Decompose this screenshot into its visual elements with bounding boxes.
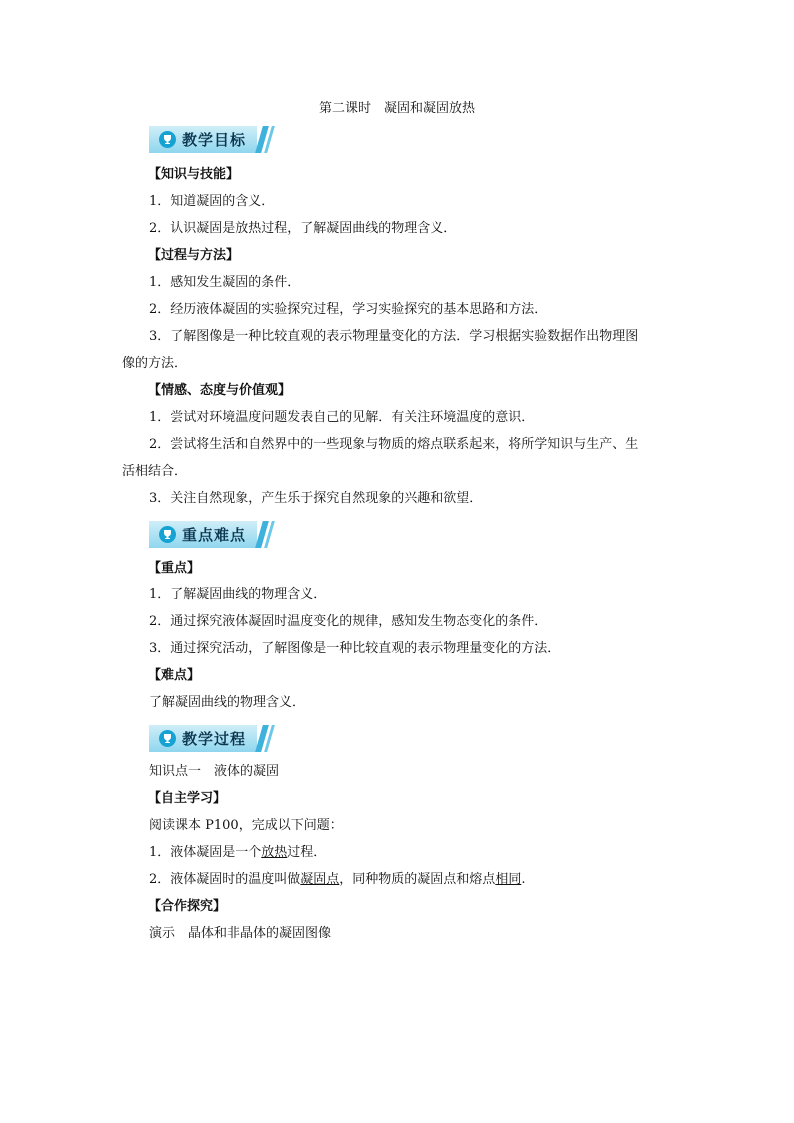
process-heading: 【过程与方法】 <box>148 248 240 263</box>
trophy-icon <box>159 730 176 747</box>
banner-title: 教学过程 <box>182 730 247 748</box>
list-item: 像的方法． <box>122 356 188 371</box>
trophy-icon <box>159 131 176 148</box>
focus-heading: 【重点】 <box>148 561 201 576</box>
emotion-heading: 【情感、态度与价值观】 <box>148 383 292 398</box>
list-item: 1．感知发生凝固的条件． <box>149 275 301 290</box>
reading-instruction: 阅读课本 P100，完成以下问题： <box>149 818 343 833</box>
q2-middle: ，同种物质的凝固点和熔点 <box>339 872 496 887</box>
question-1 <box>149 844 326 862</box>
demo-title: 演示 晶体和非晶体的凝固图像 <box>149 926 332 941</box>
q2-prefix: 2．液体凝固时的温度叫做 <box>149 872 301 887</box>
list-item: 1．了解凝固曲线的物理含义． <box>149 587 327 602</box>
q2-answer-2: 相同 <box>495 872 522 887</box>
list-item: 2．经历液体凝固的实验探究过程，学习实验探究的基本思路和方法． <box>149 302 548 317</box>
page-title: 第二课时 凝固和凝固放热 <box>318 101 475 116</box>
q1-prefix: 1．液体凝固是一个 <box>149 845 262 860</box>
list-item: 2．认识凝固是放热过程，了解凝固曲线的物理含义． <box>149 221 457 236</box>
list-item: 3．了解图像是一种比较直观的表示物理量变化的方法．学习根据实验数据作出物理图 <box>149 329 639 344</box>
coop-heading: 【合作探究】 <box>148 899 227 914</box>
q2-suffix: . <box>521 872 526 887</box>
trophy-icon <box>159 526 176 543</box>
knowledge-point-title: 知识点一 液体的凝固 <box>149 764 280 779</box>
banner-title: 重点难点 <box>182 526 247 544</box>
list-item: 1．知道凝固的含义． <box>149 194 275 209</box>
banner-title: 教学目标 <box>182 131 247 149</box>
difficulty-heading: 【难点】 <box>148 668 201 683</box>
q1-suffix: 过程． <box>287 845 327 860</box>
section-banner-teaching <box>149 725 273 752</box>
section-banner-goals <box>149 126 273 153</box>
q1-answer: 放热 <box>261 845 288 860</box>
list-item: 3．关注自然现象，产生乐于探究自然现象的兴趣和欲望． <box>149 491 483 506</box>
question-2 <box>149 871 525 889</box>
q2-answer-1: 凝固点 <box>300 872 340 887</box>
list-item: 3．通过探究活动，了解图像是一种比较直观的表示物理量变化的方法． <box>149 641 561 656</box>
list-item: 2．尝试将生活和自然界中的一些现象与物质的熔点联系起来，将所学知识与生产、生 <box>149 437 639 452</box>
knowledge-heading: 【知识与技能】 <box>148 167 240 182</box>
list-item: 2．通过探究液体凝固时温度变化的规律，感知发生物态变化的条件． <box>149 614 548 629</box>
difficulty-text: 了解凝固曲线的物理含义． <box>149 695 306 710</box>
list-item: 活相结合． <box>122 464 188 479</box>
section-banner-key-points <box>149 521 273 548</box>
self-study-heading: 【自主学习】 <box>148 791 227 806</box>
list-item: 1．尝试对环境温度问题发表自己的见解．有关注环境温度的意识． <box>149 410 535 425</box>
